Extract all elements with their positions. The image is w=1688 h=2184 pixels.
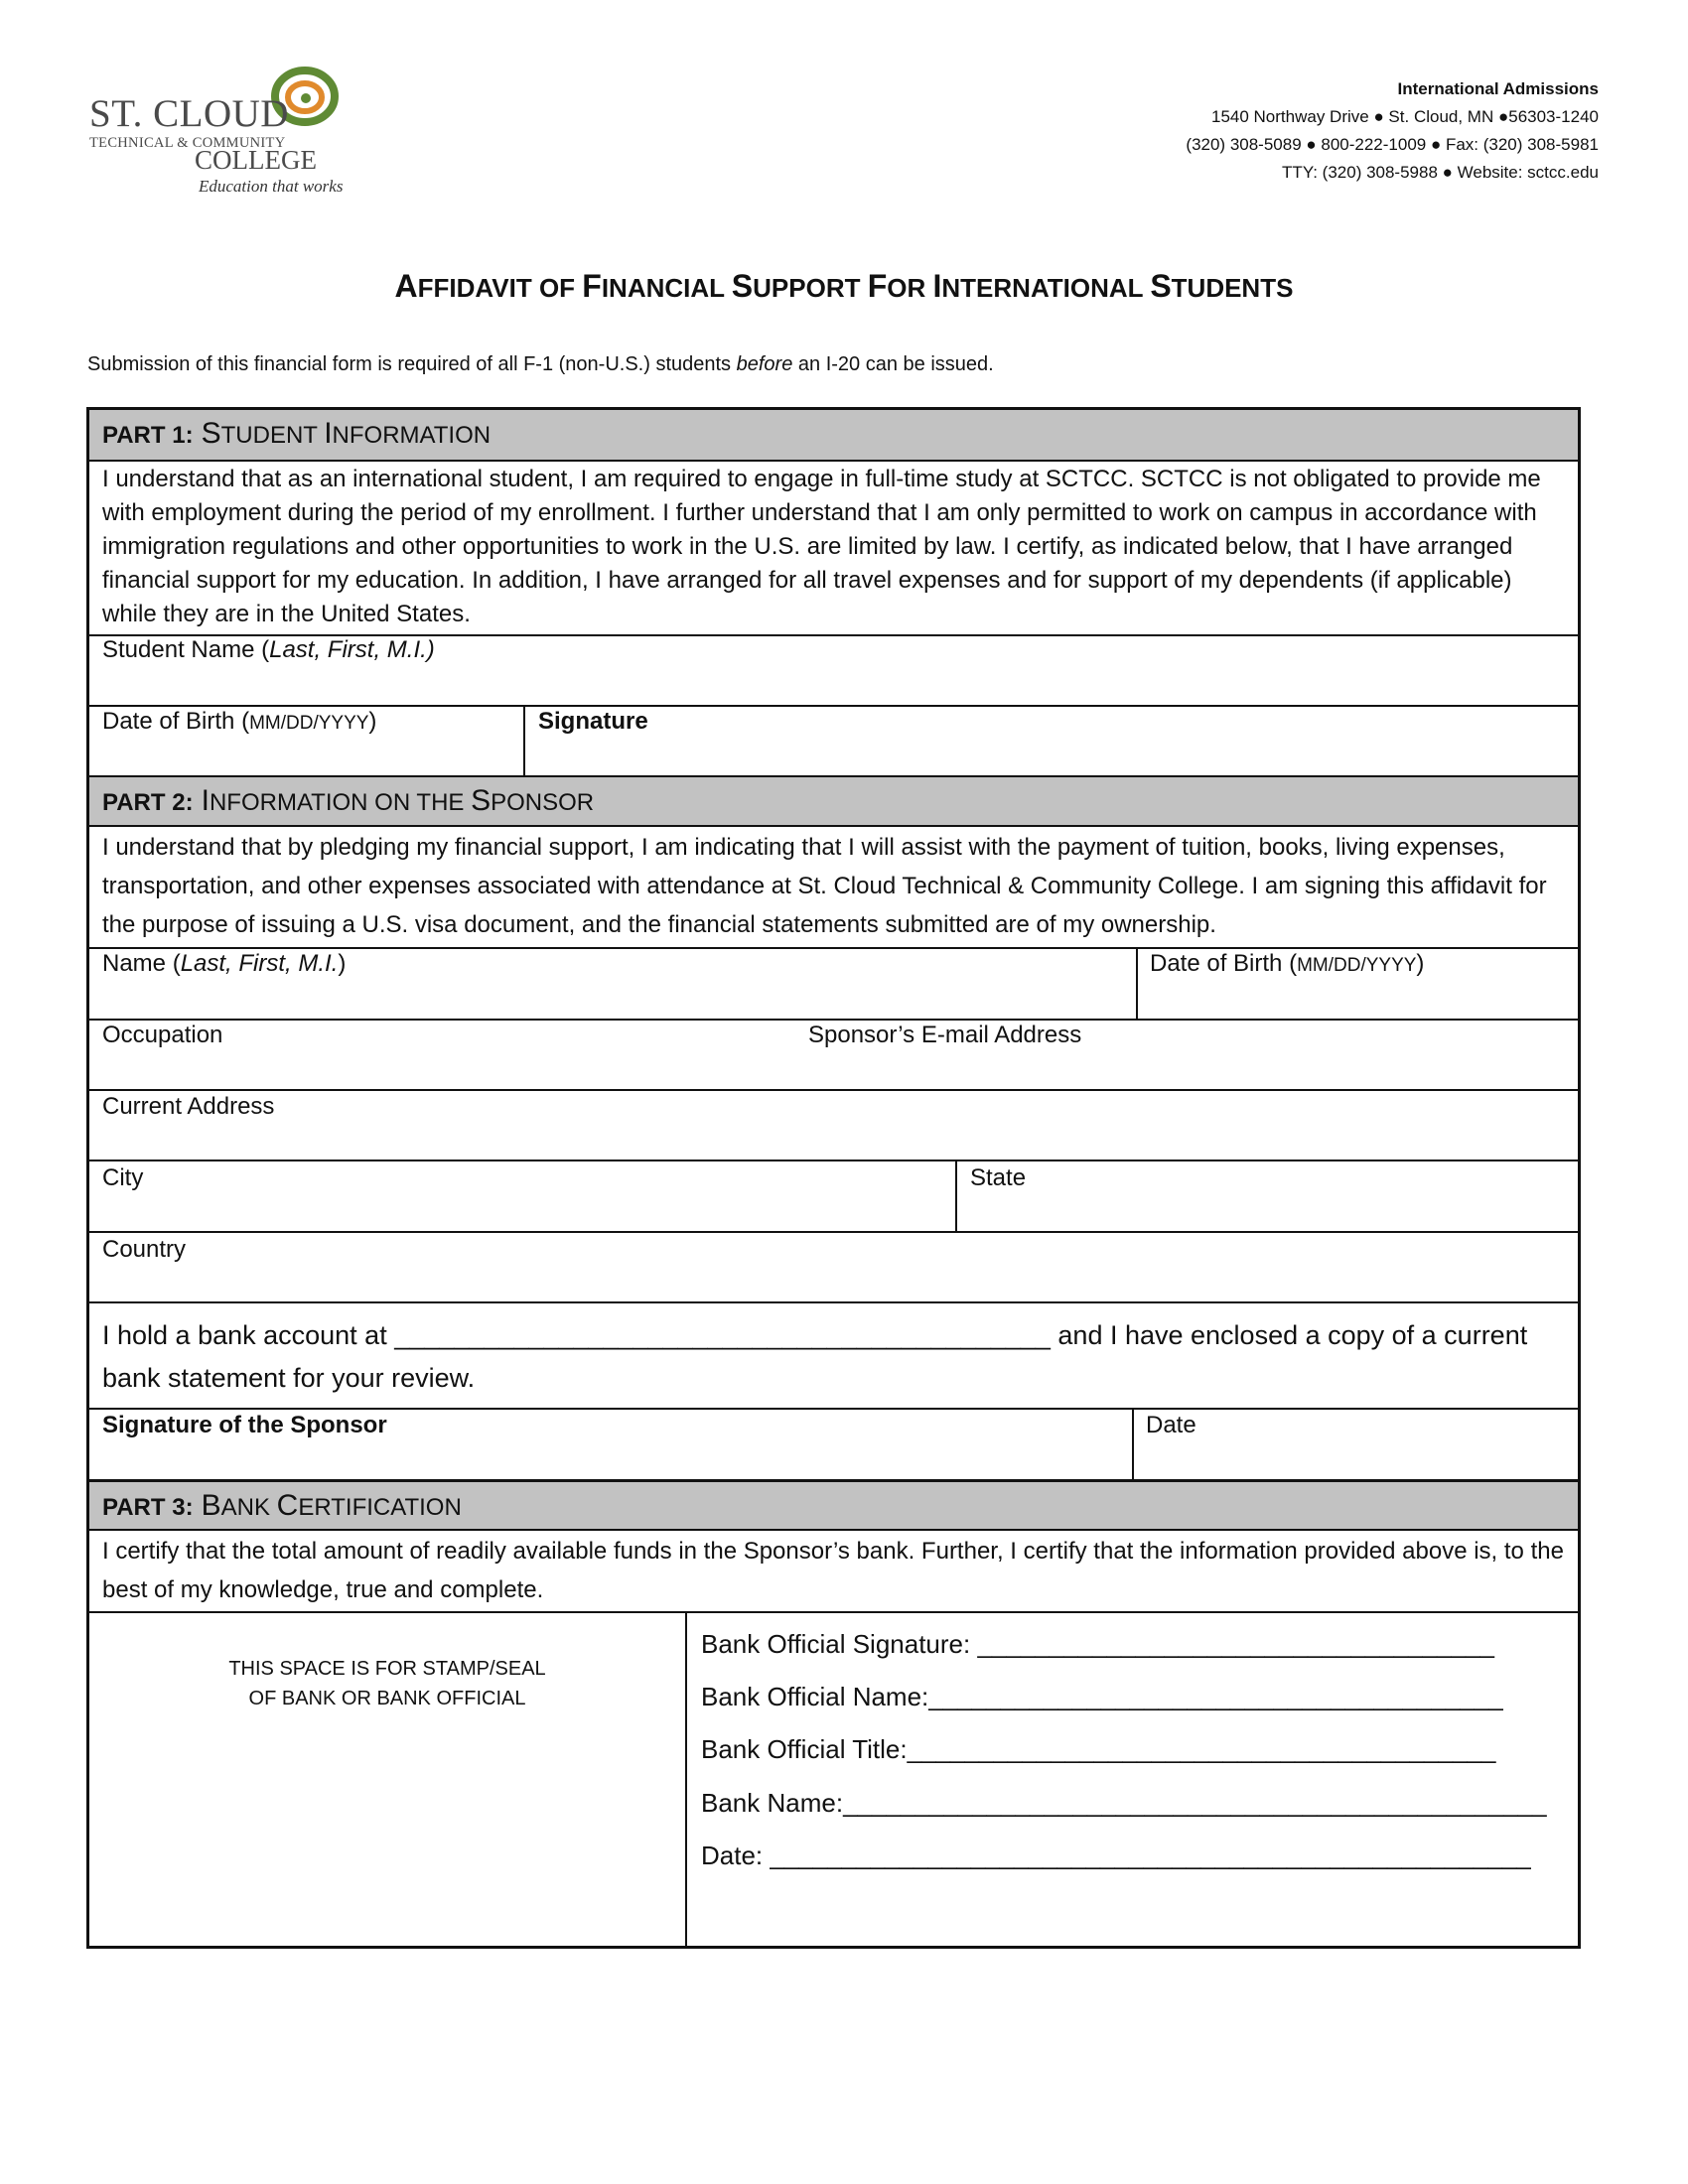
part2-title-rest: NFORMATION ON THE (209, 789, 472, 816)
divider (523, 705, 525, 776)
current-address-label: Current Address (102, 1093, 275, 1120)
title-cap: S (1150, 268, 1172, 304)
divider (89, 947, 1578, 949)
college-logo (85, 62, 403, 196)
bank-date-field[interactable]: Date: _____________________________________________________ (701, 1841, 1531, 1870)
logo-line-2: TECHNICAL & COMMUNITY (89, 135, 286, 151)
bank-official-name-field[interactable]: Bank Official Name:________________________________________ (701, 1682, 1503, 1711)
stamp-line-1: THIS SPACE IS FOR STAMP/SEAL (228, 1658, 546, 1680)
student-name-text: Student Name ( (102, 636, 270, 663)
student-dob-label (102, 708, 376, 736)
address-line: 1540 Northway Drive ● St. Cloud, MN ●56303-1240 (1210, 107, 1599, 126)
sponsor-name-em: Last, First, M.I. (180, 950, 339, 977)
phone-line: (320) 308-5089 ● 800-222-1009 ● Fax: (320) 308-5981 (1186, 135, 1599, 154)
divider (89, 1408, 1578, 1410)
title-rest: OR (887, 273, 933, 303)
student-signature-label: Signature (538, 708, 648, 735)
city-label: City (102, 1164, 144, 1191)
part2-statement: I understand that by pledging my financial support, I am indicating that I will assist with the payment of tuition, books, living expenses, transportation, and other expenses associated with attendance at St. Cloud Technical & Community College. I am signing this affidavit for the purpose of issuing a U.S. visa document, and the financial statements submitted are of my ownership. (102, 834, 1547, 938)
bank-official-signature-field[interactable]: Bank Official Signature: ____________________________________ (701, 1629, 1495, 1659)
title-cap: F (867, 268, 888, 304)
part3-header (89, 1479, 1578, 1531)
form-title (0, 268, 1688, 305)
logo-line-3: COLLEGE (195, 145, 317, 175)
dept-name: International Admissions (1397, 79, 1599, 98)
dob-format: MM/DD/YYYY (249, 713, 369, 734)
sponsor-date-label: Date (1146, 1412, 1196, 1438)
divider (89, 1019, 1578, 1021)
title-cap: F (582, 268, 602, 304)
tty-line: TTY: (320) 308-5988 ● Website: sctcc.edu (1282, 163, 1599, 182)
dob-text: Date of Birth ( (1150, 950, 1298, 977)
affidavit-form (86, 407, 1581, 1949)
part1-title-rest: NFORMATION (332, 422, 492, 449)
intro-text (87, 353, 994, 376)
dob-text: Date of Birth ( (102, 708, 250, 735)
title-rest: NTERNATIONAL (941, 273, 1151, 303)
divider (89, 1611, 1578, 1613)
sponsor-name-text: Name ( (102, 950, 181, 977)
stamp-area (89, 1654, 685, 1713)
part1-title-rest: TUDENT (220, 422, 325, 449)
title-rest: INANCIAL (601, 273, 732, 303)
title-rest: TUDENTS (1171, 273, 1294, 303)
dob-close: ) (1416, 950, 1425, 977)
logo-line-1: ST. CLOUD (89, 92, 289, 135)
part1-title-cap: I (324, 417, 333, 450)
intro-em: before (736, 353, 793, 375)
divider (89, 705, 1578, 707)
part2-title-cap: I (201, 784, 210, 817)
student-name-label (102, 636, 435, 664)
part3-title-rest: ANK (220, 1494, 277, 1521)
divider (1136, 947, 1138, 1019)
title-cap: S (731, 268, 754, 304)
state-label: State (970, 1164, 1027, 1191)
bank-official-title-field[interactable]: Bank Official Title:_________________________________________ (701, 1734, 1496, 1764)
divider (955, 1160, 957, 1231)
sponsor-name-label (102, 950, 346, 978)
part1-label: PART 1: (102, 422, 194, 449)
part3-title-rest: ERTIFICATION (298, 1494, 462, 1521)
dob-close: ) (368, 708, 377, 735)
student-name-em: Last, First, M.I.) (269, 636, 435, 663)
divider (1132, 1408, 1134, 1479)
title-rest: FFIDAVIT OF (417, 273, 583, 303)
divider (89, 1301, 1578, 1303)
logo-tagline: Education that works (199, 177, 344, 196)
part3-title-cap: C (276, 1489, 299, 1522)
contact-header (1186, 75, 1599, 187)
part3-statement: I certify that the total amount of readily available funds in the Sponsor’s bank. Further, I certify that the information provided above is, to the best of my knowledge, true and complete. (102, 1538, 1564, 1603)
country-label: Country (102, 1236, 187, 1263)
intro-before: Submission of this financial form is required of all F-1 (non-U.S.) students (87, 353, 737, 375)
sponsor-dob-label (1150, 950, 1424, 978)
divider (89, 1089, 1578, 1091)
part2-title-rest: PONSOR (491, 789, 595, 816)
dob-format: MM/DD/YYYY (1297, 955, 1417, 976)
title-cap: I (932, 268, 942, 304)
divider (685, 1611, 687, 1947)
sponsor-signature-label: Signature of the Sponsor (102, 1412, 387, 1438)
bank-account-statement: I hold a bank account at ____________________________________________ and I have enclosed a copy of a current (102, 1320, 1528, 1350)
part2-label: PART 2: (102, 789, 194, 816)
part2-header (89, 775, 1578, 827)
intro-after: an I-20 can be issued. (792, 353, 994, 375)
title-cap: A (394, 268, 418, 304)
divider (89, 1231, 1578, 1233)
bank-name-field[interactable]: Bank Name:_________________________________________________ (701, 1788, 1547, 1818)
sponsor-email-label: Sponsor’s E-mail Address (808, 1022, 1082, 1048)
sponsor-name-close: ) (338, 950, 347, 977)
part1-header (89, 410, 1578, 462)
part1-title-cap: S (201, 417, 221, 450)
part3-title-cap: B (201, 1489, 221, 1522)
divider (89, 1160, 1578, 1161)
part3-label: PART 3: (102, 1494, 194, 1521)
part2-title-cap: S (471, 784, 492, 817)
occupation-label: Occupation (102, 1022, 223, 1048)
title-rest: UPPORT (753, 273, 868, 303)
stamp-line-2: OF BANK OR BANK OFFICIAL (248, 1688, 526, 1709)
part1-statement: I understand that as an international student, I am required to engage in full-time study at SCTCC. SCTCC is not obligated to provide me with employment during the period of my enrollment. I further understand that I am only permitted to work on campus in accordance with immigration regulations and other opportunities to work in the U.S. are limited by law. I certify, as indicated below, that I have arranged financial support for my education. In addition, I have arranged for all travel expenses and for support of my dependents (if applicable) while they are in the United States. (102, 466, 1541, 627)
bank-statement-note: bank statement for your review. (102, 1363, 476, 1393)
